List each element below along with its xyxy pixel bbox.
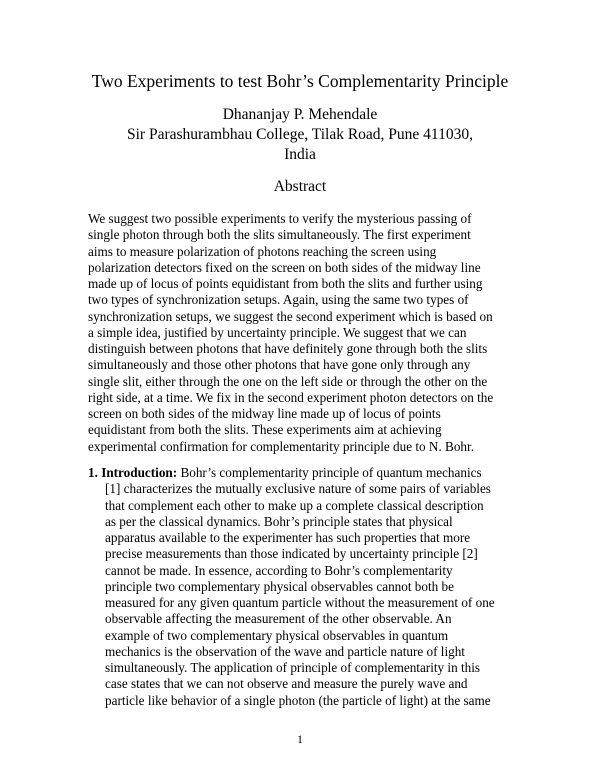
- affiliation-line-2: India: [284, 146, 316, 163]
- abstract-line: right side, at a time. We fix in the second experiment photon detectors on the: [88, 389, 494, 405]
- intro-line: measured for any given quantum particle without the measurement of one: [105, 595, 495, 610]
- abstract-line: polarization detectors fixed on the screen on both sides of the midway line: [88, 259, 481, 275]
- abstract-line: two types of synchronization setups. Again, using the same two types of: [88, 292, 469, 308]
- abstract-line: synchronization setups, we suggest the second experiment which is based on: [88, 308, 493, 324]
- intro-line: apparatus available to the experimenter has such properties that more: [105, 530, 471, 545]
- intro-heading: 1. Introduction:: [88, 465, 178, 480]
- intro-first-line: [88, 465, 528, 481]
- intro-line: cannot be made. In essence, according to Bohr’s complementarity: [105, 562, 453, 578]
- intro-line: as per the classical dynamics. Bohr’s principle states that physical: [105, 513, 453, 529]
- introduction-section: [88, 465, 528, 709]
- abstract-line: distinguish between photons that have definitely gone through both the slits: [88, 341, 488, 356]
- intro-first-line-text: Bohr’s complementarity principle of quantum mechanics: [177, 465, 482, 480]
- abstract-line: made up of locus of points equidistant from both the slits and further using: [88, 276, 483, 291]
- intro-line: mechanics is the observation of the wave and particle nature of light: [105, 643, 465, 659]
- intro-line: case states that we can not observe and measure the purely wave and: [105, 676, 468, 692]
- intro-line: [1] characterizes the mutually exclusive nature of some pairs of variables: [105, 481, 491, 497]
- paper-title: Two Experiments to test Bohr’s Complementarity Principle: [91, 71, 509, 91]
- intro-line: that complement each other to make up a complete classical description: [105, 497, 484, 513]
- abstract-line: simultaneously and those other photons that have gone only through any: [88, 357, 471, 373]
- abstract-line: a simple idea, justified by uncertainty principle. We suggest that we can: [88, 324, 467, 340]
- intro-line: principle two complementary physical observables cannot both be: [105, 578, 454, 594]
- intro-line: example of two complementary physical observables in quantum: [105, 627, 449, 643]
- abstract-line: single slit, either through the one on the left side or through the other on the: [88, 373, 488, 389]
- author-name: Dhananjay P. Mehendale: [222, 106, 378, 123]
- abstract-line: aims to measure polarization of photons reaching the screen using: [88, 243, 437, 259]
- abstract-line: experimental confirmation for complementarity principle due to N. Bohr.: [88, 438, 474, 454]
- author-block: [0, 105, 600, 165]
- abstract-line: screen on both sides of the midway line made up of locus of points: [88, 406, 441, 421]
- abstract-line: We suggest two possible experiments to verify the mysterious passing of: [88, 211, 472, 226]
- intro-line: particle like behavior of a single photon (the particle of light) at the same: [105, 692, 491, 708]
- abstract-line: equidistant from both the slits. These experiments aim at achieving: [88, 422, 442, 438]
- page-number: 1: [297, 732, 303, 746]
- affiliation-line-1: Sir Parashurambhau College, Tilak Road, Pune 411030,: [126, 126, 473, 143]
- abstract-heading: Abstract: [273, 178, 327, 195]
- intro-line: observable affecting the measurement of the other observable. An: [105, 611, 452, 627]
- intro-line: precise measurements than those indicated by uncertainty principle [2]: [105, 546, 478, 562]
- abstract-line: single photon through both the slits simultaneously. The first experiment: [88, 227, 471, 243]
- intro-line: simultaneously. The application of principle of complementarity in this: [105, 660, 481, 675]
- abstract-body: [88, 211, 518, 455]
